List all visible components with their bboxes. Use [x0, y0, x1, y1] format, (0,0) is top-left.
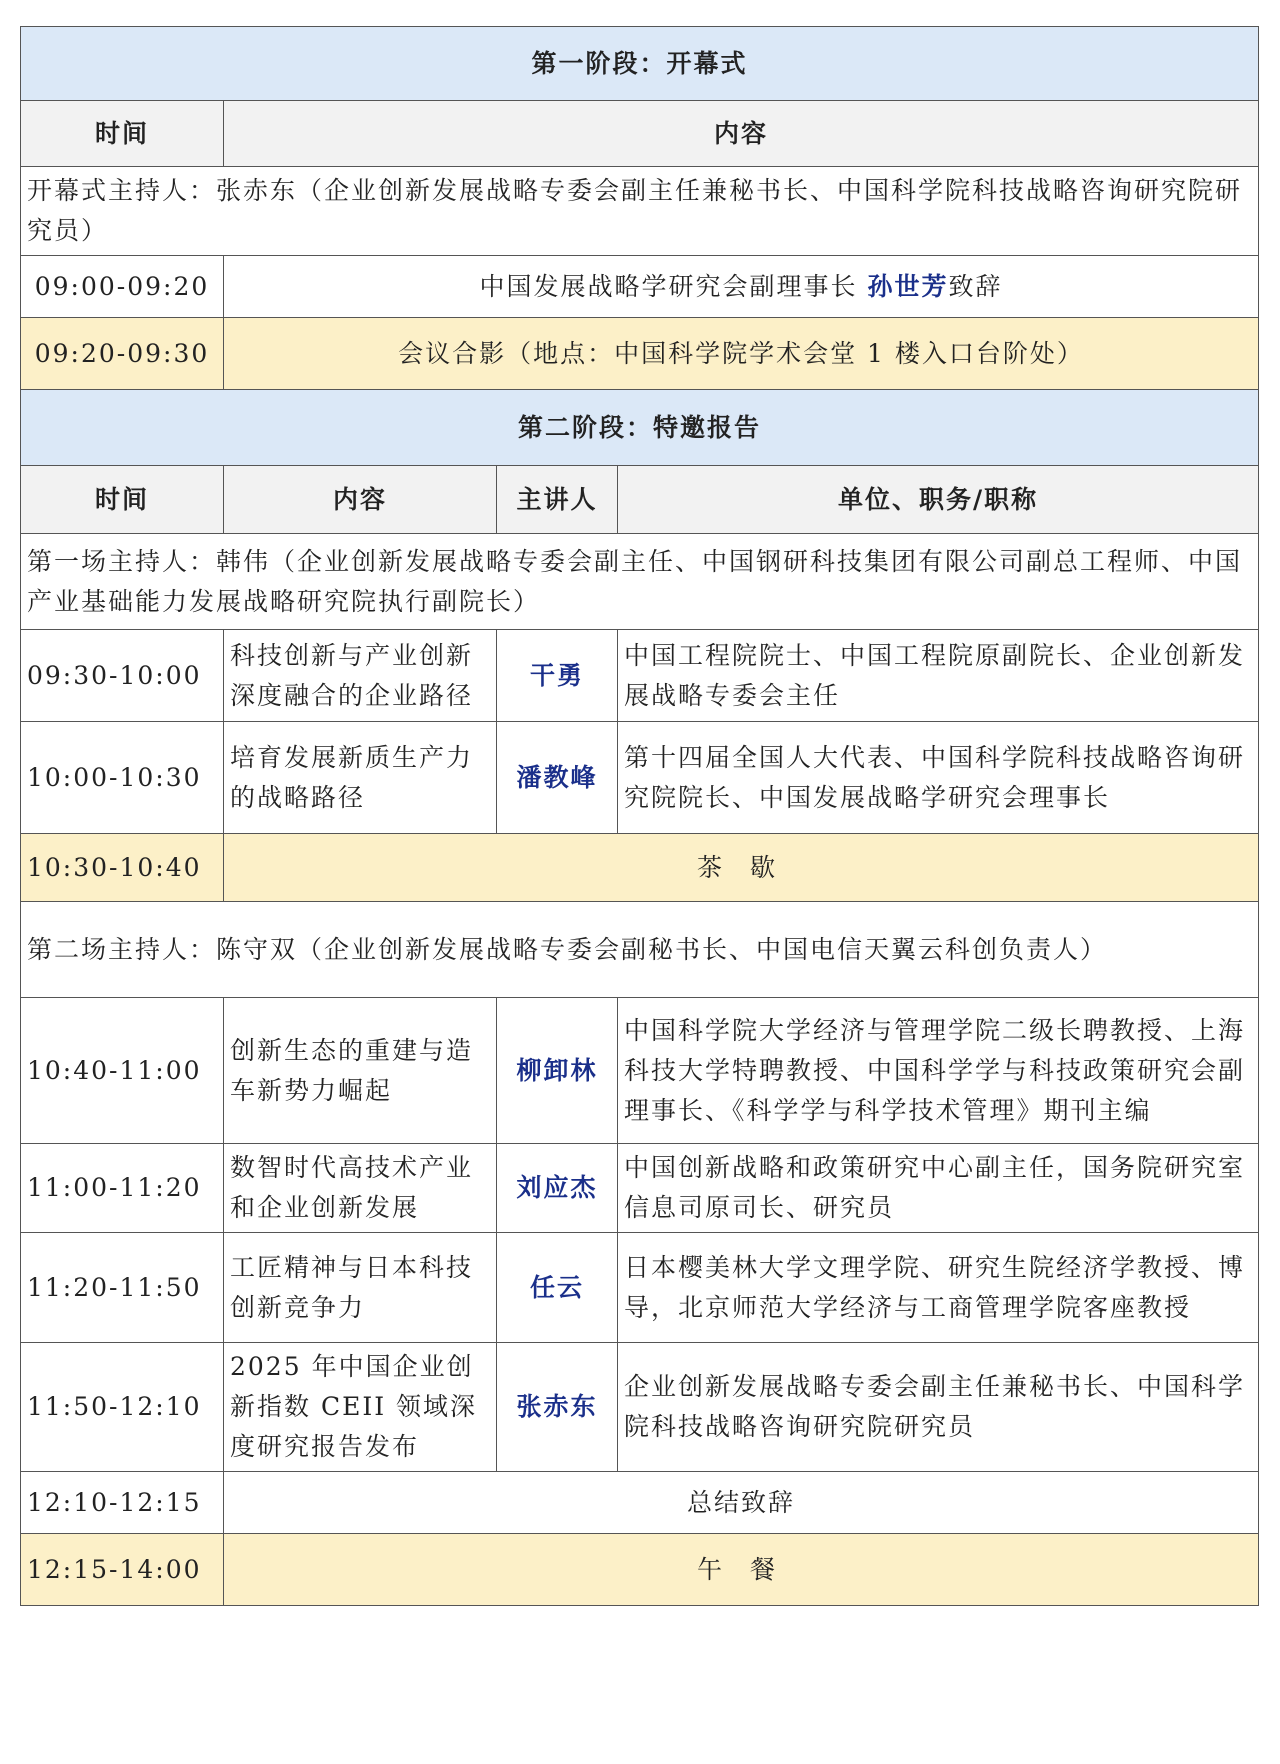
session1-host: 第一场主持人：韩伟（企业创新发展战略专委会副主任、中国钢研科技集团有限公司副总工程师、中国产业基础能力发展战略研究院执行副院长） — [21, 534, 1259, 630]
row-speaker: 张赤东 — [497, 1343, 618, 1472]
phase1-row1-prefix: 中国发展战略学研究会副理事长 — [479, 271, 868, 301]
agenda-table — [20, 26, 1259, 1606]
row-time: 10:40-11:00 — [21, 998, 224, 1144]
row-topic: 2025 年中国企业创新指数 CEII 领域深度研究报告发布 — [224, 1343, 497, 1472]
phase2-header-time: 时间 — [21, 466, 224, 534]
row-topic: 创新生态的重建与造车新势力崛起 — [224, 998, 497, 1144]
tea-break-label: 茶 歇 — [224, 834, 1259, 902]
table-row — [21, 998, 1259, 1144]
phase2-header-topic: 内容 — [224, 466, 497, 534]
row-topic: 数智时代高技术产业和企业创新发展 — [224, 1144, 497, 1233]
row-org: 日本樱美林大学文理学院、研究生院经济学教授、博导，北京师范大学经济与工商管理学院客座教授 — [618, 1233, 1259, 1343]
phase2-header-org: 单位、职务/职称 — [618, 466, 1259, 534]
row-topic: 培育发展新质生产力的战略路径 — [224, 722, 497, 834]
lunch-time: 12:15-14:00 — [21, 1534, 224, 1606]
row-org: 企业创新发展战略专委会副主任兼秘书长、中国科学院科技战略咨询研究院研究员 — [618, 1343, 1259, 1472]
phase1-header-time: 时间 — [21, 101, 224, 167]
phase1-row1-time: 09:00-09:20 — [21, 256, 224, 318]
row-org: 中国创新战略和政策研究中心副主任，国务院研究室信息司原司长、研究员 — [618, 1144, 1259, 1233]
row-topic: 工匠精神与日本科技创新竞争力 — [224, 1233, 497, 1343]
table-row — [21, 1233, 1259, 1343]
row-org: 中国工程院院士、中国工程院原副院长、企业创新发展战略专委会主任 — [618, 630, 1259, 722]
phase1-host: 开幕式主持人：张赤东（企业创新发展战略专委会副主任兼秘书长、中国科学院科技战略咨询研究院研究员） — [21, 167, 1259, 256]
session2-host: 第二场主持人：陈守双（企业创新发展战略专委会副秘书长、中国电信天翼云科创负责人） — [21, 902, 1259, 998]
row-time: 11:20-11:50 — [21, 1233, 224, 1343]
row-speaker: 潘教峰 — [497, 722, 618, 834]
row-topic: 科技创新与产业创新深度融合的企业路径 — [224, 630, 497, 722]
row-speaker: 柳卸林 — [497, 998, 618, 1144]
phase1-row2-content: 会议合影（地点：中国科学院学术会堂 1 楼入口台阶处） — [224, 318, 1259, 390]
row-speaker: 刘应杰 — [497, 1144, 618, 1233]
phase2-title: 第二阶段：特邀报告 — [21, 390, 1259, 466]
row-time: 11:50-12:10 — [21, 1343, 224, 1472]
row-speaker: 干勇 — [497, 630, 618, 722]
table-row — [21, 1343, 1259, 1472]
table-row — [21, 630, 1259, 722]
phase1-row2-time: 09:20-09:30 — [21, 318, 224, 390]
row-org: 中国科学院大学经济与管理学院二级长聘教授、上海科技大学特聘教授、中国科学学与科技政策研究会副理事长、《科学学与科学技术管理》期刊主编 — [618, 998, 1259, 1144]
row-time: 09:30-10:00 — [21, 630, 224, 722]
phase1-row1-name: 孙世芳 — [867, 271, 949, 301]
table-row — [21, 1144, 1259, 1233]
row-time: 10:00-10:30 — [21, 722, 224, 834]
phase1-row1-content — [224, 256, 1259, 318]
closing-time: 12:10-12:15 — [21, 1472, 224, 1534]
row-time: 11:00-11:20 — [21, 1144, 224, 1233]
table-row — [21, 722, 1259, 834]
phase1-row1-suffix: 致辞 — [948, 271, 1003, 301]
phase2-header-speaker: 主讲人 — [497, 466, 618, 534]
row-speaker: 任云 — [497, 1233, 618, 1343]
phase1-header-content: 内容 — [224, 101, 1259, 167]
phase1-title: 第一阶段：开幕式 — [21, 27, 1259, 101]
lunch-label: 午 餐 — [224, 1534, 1259, 1606]
closing-label: 总结致辞 — [224, 1472, 1259, 1534]
tea-break-time: 10:30-10:40 — [21, 834, 224, 902]
row-org: 第十四届全国人大代表、中国科学院科技战略咨询研究院院长、中国发展战略学研究会理事长 — [618, 722, 1259, 834]
